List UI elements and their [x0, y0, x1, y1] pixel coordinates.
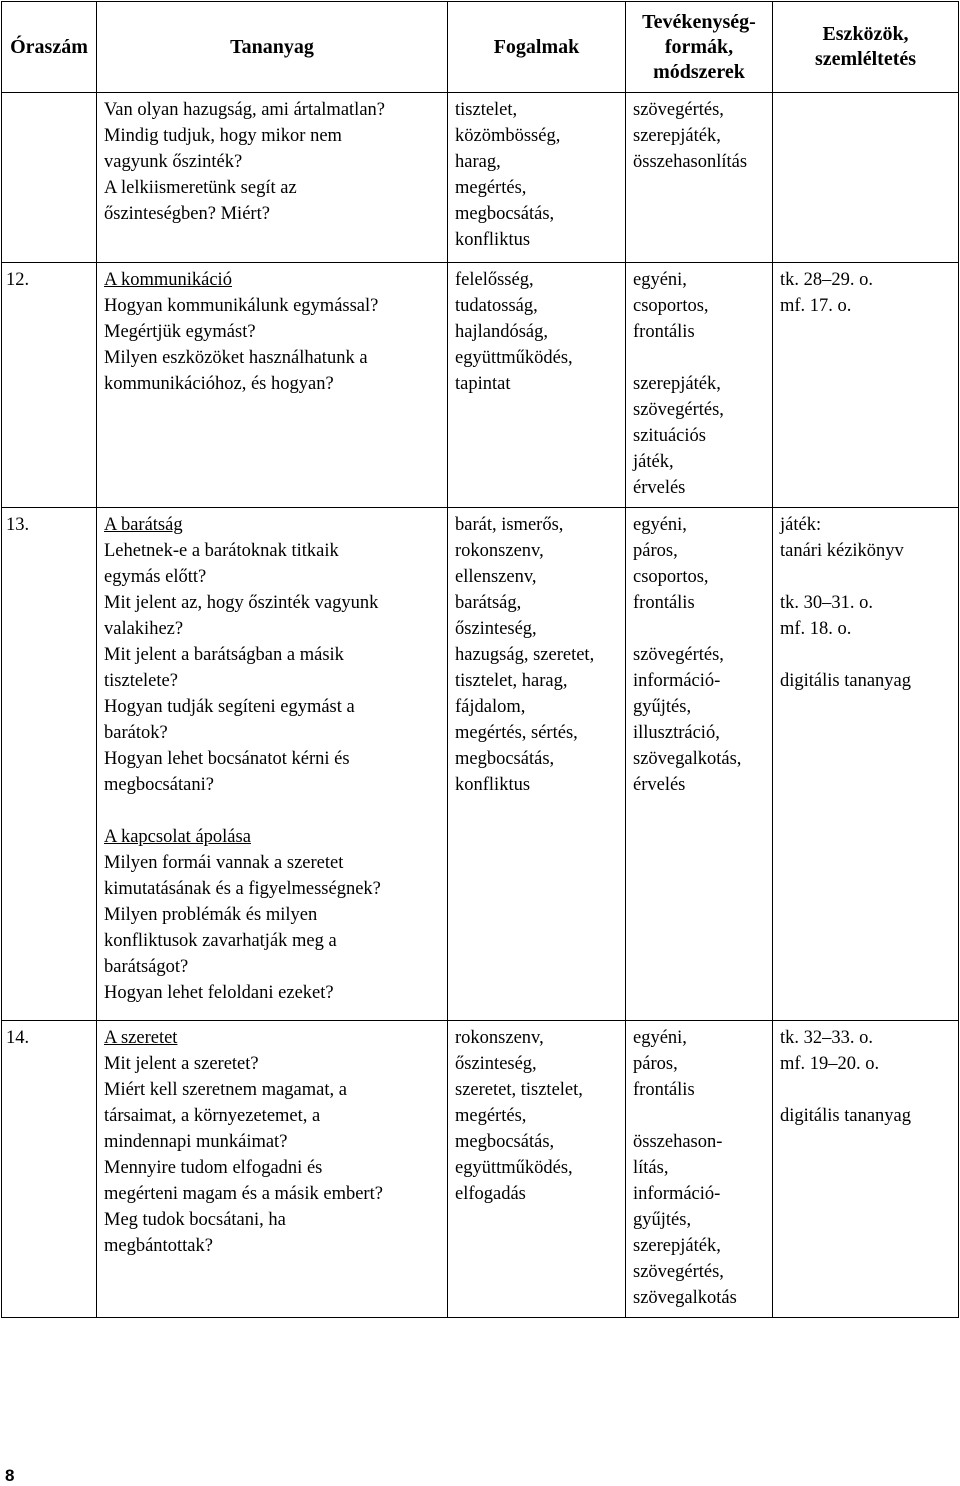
method-line: információ-: [633, 671, 721, 691]
method-line: páros,: [633, 1054, 678, 1074]
content-line: Mennyire tudom elfogadni és: [104, 1158, 323, 1178]
blank-line: [780, 1077, 954, 1103]
content-line: Mindig tudjuk, hogy mikor nem: [104, 126, 342, 146]
concept-line: megértés,: [455, 1106, 527, 1126]
concept-line: tisztelet, harag,: [455, 671, 568, 691]
cell-content: [97, 93, 448, 263]
method-line: játék,: [633, 452, 674, 472]
content-line: Milyen formái vannak a szeretet: [104, 853, 344, 873]
concept-line: fájdalom,: [455, 697, 526, 717]
concept-line: megértés,: [455, 178, 527, 198]
concept-line: barátság,: [455, 593, 522, 613]
content-line: Milyen eszközöket használhatunk a: [104, 348, 368, 368]
concept-line: együttműködés,: [455, 1158, 573, 1178]
concept-line: rokonszenv,: [455, 541, 544, 561]
concept-line: őszinteség,: [455, 619, 537, 639]
method-line: gyűjtés,: [633, 697, 692, 717]
cell-tools: [773, 263, 959, 508]
blank-line: [780, 642, 954, 668]
content-line: Miért kell szeretnem magamat, a: [104, 1080, 347, 1100]
topic-title: A barátság: [104, 515, 183, 535]
concept-line: konfliktus: [455, 230, 531, 250]
content-line: barátságot?: [104, 957, 189, 977]
content-line: Mit jelent a szeretet?: [104, 1054, 259, 1074]
lesson-number: 12.: [6, 270, 30, 290]
tool-line: mf. 18. o.: [780, 619, 852, 639]
blank-line: [633, 345, 768, 371]
content-line: barátok?: [104, 723, 168, 743]
cell-concepts: [448, 93, 626, 263]
table-row: [2, 263, 959, 508]
header-row: [2, 2, 959, 93]
content-line: őszinteségben? Miért?: [104, 204, 270, 224]
content-line: vagyunk őszinték?: [104, 152, 243, 172]
method-line: érvelés: [633, 775, 686, 795]
method-line: egyéni,: [633, 1028, 687, 1048]
tool-line: mf. 17. o.: [780, 296, 852, 316]
concept-line: tudatosság,: [455, 296, 538, 316]
topic-title: A kommunikáció: [104, 270, 232, 290]
method-line: csoportos,: [633, 567, 709, 587]
header-tools-line: szemléltetés: [814, 48, 917, 70]
method-line: összehason-: [633, 1132, 723, 1152]
content-line: kimutatásának és a figyelmességnek?: [104, 879, 381, 899]
method-line: szerepjáték,: [633, 374, 721, 394]
content-line: Hogyan lehet bocsánatot kérni és: [104, 749, 350, 769]
content-line: A lelkiismeretünk segít az: [104, 178, 297, 198]
header-content: Tananyag: [97, 2, 448, 93]
content-line: Meg tudok bocsátani, ha: [104, 1210, 286, 1230]
tool-line: tanári kézikönyv: [780, 541, 904, 561]
content-line: társaimat, a környezetemet, a: [104, 1106, 321, 1126]
concept-line: ellenszenv,: [455, 567, 537, 587]
concept-line: megbocsátás,: [455, 204, 555, 224]
content-line: Hogyan kommunikálunk egymással?: [104, 296, 379, 316]
method-line: lítás,: [633, 1158, 669, 1178]
page-number: 8: [5, 1466, 15, 1485]
tool-line: tk. 32–33. o.: [780, 1028, 874, 1048]
header-tools: [773, 2, 959, 93]
lesson-number: 14.: [6, 1028, 30, 1048]
concept-line: elfogadás: [455, 1184, 526, 1204]
concept-line: megbocsátás,: [455, 1132, 555, 1152]
method-line: egyéni,: [633, 270, 687, 290]
blank-line: [104, 798, 443, 824]
concept-line: szeretet, tisztelet,: [455, 1080, 583, 1100]
method-line: szerepjáték,: [633, 126, 721, 146]
cell-content: [97, 508, 448, 1021]
topic-title: A szeretet: [104, 1028, 178, 1048]
method-line: illusztráció,: [633, 723, 720, 743]
tool-line: digitális tananyag: [780, 671, 912, 691]
method-line: frontális: [633, 1080, 695, 1100]
header-methods: [626, 2, 773, 93]
cell-methods: [626, 93, 773, 263]
cell-content: [97, 263, 448, 508]
method-line: szövegalkotás: [633, 1288, 737, 1308]
method-line: gyűjtés,: [633, 1210, 692, 1230]
method-line: szövegértés,: [633, 645, 724, 665]
cell-methods: [626, 263, 773, 508]
method-line: egyéni,: [633, 515, 687, 535]
content-line: konfliktusok zavarhatják meg a: [104, 931, 337, 951]
cell-content: [97, 1021, 448, 1318]
cell-tools: [773, 1021, 959, 1318]
header-concepts: Fogalmak: [448, 2, 626, 93]
cell-concepts: [448, 1021, 626, 1318]
content-line: Megértjük egymást?: [104, 322, 256, 342]
content-line: Lehetnek-e a barátoknak titkaik: [104, 541, 339, 561]
content-line: megbántottak?: [104, 1236, 213, 1256]
content-line: megbocsátani?: [104, 775, 214, 795]
cell-tools: [773, 93, 959, 263]
header-hour: Óraszám: [2, 2, 97, 93]
cell-hour: [2, 1021, 97, 1318]
header-tools-line: Eszközök,: [822, 23, 909, 45]
content-line: Hogyan tudják segíteni egymást a: [104, 697, 355, 717]
cell-concepts: [448, 263, 626, 508]
cell-concepts: [448, 508, 626, 1021]
content-line: Mit jelent az, hogy őszinték vagyunk: [104, 593, 379, 613]
header-methods-line: módszerek: [653, 60, 745, 83]
content-line: megérteni magam és a másik embert?: [104, 1184, 383, 1204]
concept-line: hajlandóság,: [455, 322, 548, 342]
header-methods-line: Tevékenység-: [642, 10, 756, 33]
method-line: szövegértés,: [633, 100, 724, 120]
method-line: információ-: [633, 1184, 721, 1204]
content-line: Mit jelent a barátságban a másik: [104, 645, 344, 665]
method-line: összehasonlítás: [633, 152, 748, 172]
concept-line: hazugság, szeretet,: [455, 645, 595, 665]
header-methods-line: formák,: [664, 35, 734, 58]
method-line: szövegértés,: [633, 400, 724, 420]
cell-hour: [2, 508, 97, 1021]
concept-line: konfliktus: [455, 775, 531, 795]
method-line: páros,: [633, 541, 678, 561]
lesson-number: 13.: [6, 515, 30, 535]
method-line: csoportos,: [633, 296, 709, 316]
cell-tools: [773, 508, 959, 1021]
concept-line: együttműködés,: [455, 348, 573, 368]
blank-line: [633, 616, 768, 642]
tool-line: tk. 30–31. o.: [780, 593, 874, 613]
blank-line: [780, 564, 954, 590]
table-body: [2, 93, 959, 1318]
method-line: szituációs: [633, 426, 706, 446]
lesson-plan-table: [1, 1, 959, 1318]
tool-line: tk. 28–29. o.: [780, 270, 874, 290]
method-line: szerepjáték,: [633, 1236, 721, 1256]
cell-hour: [2, 263, 97, 508]
concept-line: harag,: [455, 152, 501, 172]
blank-line: [633, 1103, 768, 1129]
tool-line: játék:: [780, 515, 822, 535]
content-line: tisztelete?: [104, 671, 178, 691]
cell-hour: [2, 93, 97, 263]
method-line: frontális: [633, 593, 695, 613]
concept-line: rokonszenv,: [455, 1028, 544, 1048]
cell-methods: [626, 1021, 773, 1318]
content-line: Van olyan hazugság, ami ártalmatlan?: [104, 100, 385, 120]
content-line: Hogyan lehet feloldani ezeket?: [104, 983, 334, 1003]
concept-line: közömbösség,: [455, 126, 561, 146]
content-line: valakihez?: [104, 619, 184, 639]
concept-line: tapintat: [455, 374, 511, 394]
concept-line: barát, ismerős,: [455, 515, 564, 535]
concept-line: megértés, sértés,: [455, 723, 578, 743]
topic-title: A kapcsolat ápolása: [104, 827, 251, 847]
method-line: szövegalkotás,: [633, 749, 742, 769]
table-row: [2, 93, 959, 263]
content-line: kommunikációhoz, és hogyan?: [104, 374, 334, 394]
content-line: mindennapi munkáimat?: [104, 1132, 288, 1152]
concept-line: tisztelet,: [455, 100, 518, 120]
concept-line: felelősség,: [455, 270, 534, 290]
tool-line: digitális tananyag: [780, 1106, 912, 1126]
cell-methods: [626, 508, 773, 1021]
tool-line: mf. 19–20. o.: [780, 1054, 880, 1074]
concept-line: őszinteség,: [455, 1054, 537, 1074]
table-row: [2, 1021, 959, 1318]
concept-line: megbocsátás,: [455, 749, 555, 769]
table-row: [2, 508, 959, 1021]
method-line: szövegértés,: [633, 1262, 724, 1282]
method-line: frontális: [633, 322, 695, 342]
content-line: egymás előtt?: [104, 567, 207, 587]
method-line: érvelés: [633, 478, 686, 498]
content-line: Milyen problémák és milyen: [104, 905, 318, 925]
